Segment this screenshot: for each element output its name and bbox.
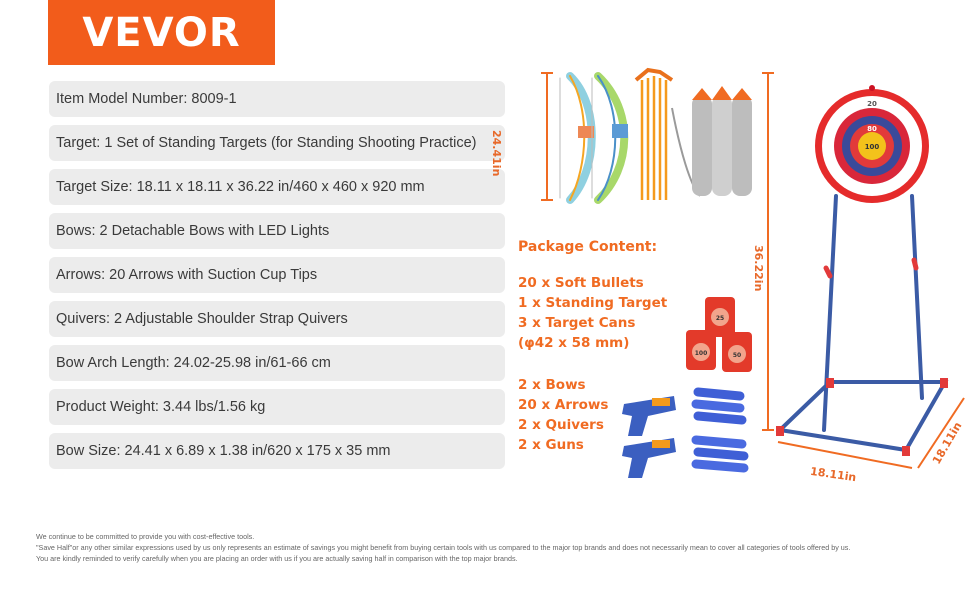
bow-icon [592, 76, 628, 200]
disclaimer-line: "Save Half"or any other similar expressions used by us only represents an estimate of savings you might benefit from buying certain tools with us compared to the major top brands and does not necessarily mean to cover all categories of tools offered by us. [36, 543, 851, 552]
spec-row-arrows: Arrows: 20 Arrows with Suction Cup Tips [49, 257, 505, 293]
target-label-outer: 20 [867, 100, 877, 108]
package-item: 2 x Quivers [518, 417, 604, 433]
bow-icon [560, 76, 594, 200]
stand-depth-label: 18.11in [930, 419, 965, 467]
bow-height-label: 24.41in [490, 130, 503, 177]
package-item: 20 x Soft Bullets [518, 275, 644, 291]
target-stand-icon [776, 196, 948, 456]
package-content-list-2 [518, 375, 608, 455]
arrows-icon [636, 70, 672, 200]
spec-row-quivers: Quivers: 2 Adjustable Shoulder Strap Quivers [49, 301, 505, 337]
spec-row-bow-size: Bow Size: 24.41 x 6.89 x 1.38 in/620 x 175 x 35 mm [49, 433, 505, 469]
bow-dimension-line [541, 73, 553, 200]
package-item: (φ42 x 58 mm) [518, 335, 630, 351]
target-cans-icon [686, 297, 752, 372]
spec-row-target-size: Target Size: 18.11 x 18.11 x 36.22 in/460 x 460 x 920 mm [49, 169, 505, 205]
disclaimer-line: We continue to be committed to provide you with cost-effective tools. [36, 532, 255, 541]
spec-row-arch-length: Bow Arch Length: 24.02-25.98 in/61-66 cm [49, 345, 505, 381]
spec-row-bows: Bows: 2 Detachable Bows with LED Lights [49, 213, 505, 249]
can-label: 50 [732, 352, 742, 359]
package-content-title: Package Content: [518, 239, 658, 255]
stand-height-label: 36.22in [752, 245, 765, 292]
spec-row-model: Item Model Number: 8009-1 [49, 81, 505, 117]
quiver-icon [672, 86, 752, 196]
soft-bullets-icon [696, 392, 744, 468]
spec-row-target: Target: 1 Set of Standing Targets (for Standing Shooting Practice) [49, 125, 505, 161]
can-label: 25 [715, 315, 725, 322]
package-item: 2 x Bows [518, 377, 586, 393]
package-content-list-1 [518, 273, 667, 353]
stand-width-label: 18.11in [809, 464, 858, 485]
toy-gun-icon [622, 438, 676, 478]
target-label-center: 100 [864, 143, 880, 151]
package-item: 2 x Guns [518, 437, 584, 453]
target-label-middle: 80 [867, 125, 877, 133]
disclaimer-line: You are kindly reminded to verify carefully when you are placing an order with us if you are actually saving half in comparison with the top major brands. [36, 554, 518, 563]
package-item: 3 x Target Cans [518, 315, 636, 331]
package-item: 1 x Standing Target [518, 295, 668, 311]
disclaimer [36, 531, 956, 564]
spec-row-weight: Product Weight: 3.44 lbs/1.56 kg [49, 389, 505, 425]
toy-gun-icon [622, 396, 676, 436]
package-item: 20 x Arrows [518, 397, 609, 413]
can-label: 100 [694, 350, 708, 357]
brand-name: VEVOR [82, 9, 241, 56]
